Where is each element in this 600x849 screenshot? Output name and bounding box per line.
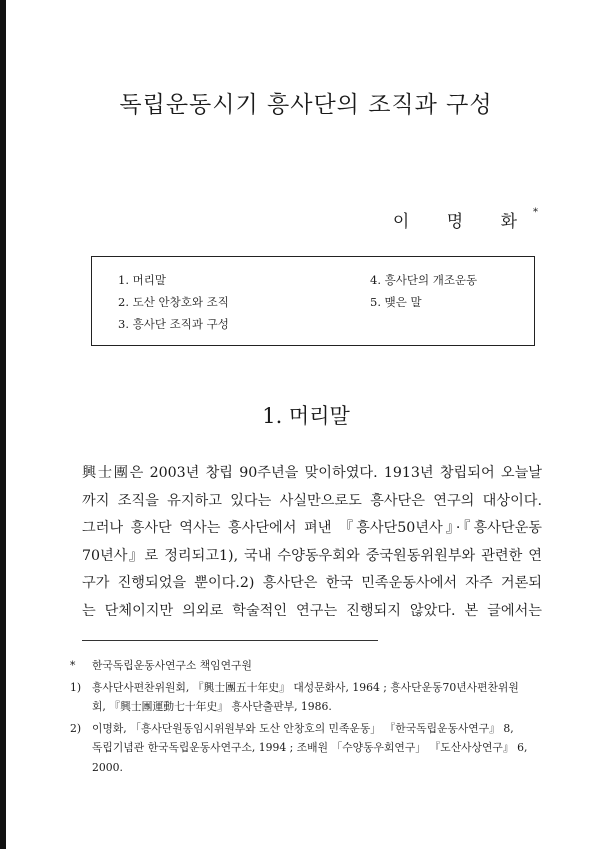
footnote-mark: 1) xyxy=(70,680,82,694)
section-heading: 1. 머리말 xyxy=(262,404,350,428)
body-line: 까지 조직을 유지하고 있다는 사실만으로도 흥사단은 연구의 대상이다. xyxy=(82,492,542,509)
body-text xyxy=(82,460,542,625)
toc-item: 2. 도산 안창호와 조직 xyxy=(118,295,229,309)
toc-item: 4. 흥사단의 개조운동 xyxy=(370,273,478,287)
body-line: 는 단체이지만 의외로 학술적인 연구는 진행되지 않았다. 본 글에서는 xyxy=(82,602,542,619)
author-line xyxy=(393,207,538,232)
footnote-line: 흥사단사편찬위원회, 『興士團五十年史』 대성문화사, 1964 ; 흥사단운동70년사편찬위원 xyxy=(92,680,519,694)
body-line: 구가 진행되었을 뿐이다.2) 흥사단은 한국 민족운동사에서 자주 거론되 xyxy=(82,575,542,591)
footnote-line: 2000. xyxy=(92,760,123,774)
footnote-mark: 2) xyxy=(70,721,82,735)
body-line: 興士團은 2003년 창립 90주년을 맞이하였다. 1913년 창립되어 오늘날 xyxy=(82,465,542,481)
body-line: 70년사』로 정리되고1), 국내 수양동우회와 중국원동위원부와 관련한 연 xyxy=(82,547,542,564)
footnote xyxy=(70,656,540,676)
footnote-mark: * xyxy=(70,659,76,672)
footnote-line: 한국독립운동사연구소 책임연구원 xyxy=(92,659,252,672)
table-of-contents xyxy=(91,256,535,346)
footnote-line: 독립기념관 한국독립운동사연구소, 1994 ; 조배원 「수양동우회연구」 『도산사상연구』 6, xyxy=(92,741,528,754)
footnote-divider xyxy=(82,640,378,641)
toc-item: 5. 맺은 말 xyxy=(370,295,422,309)
footnote xyxy=(70,719,540,778)
toc-left-column xyxy=(118,269,229,335)
author-footnote-mark: * xyxy=(533,207,538,218)
body-line: 그러나 흥사단 역사는 흥사단에서 펴낸 『흥사단50년사』·『흥사단운동 xyxy=(82,520,542,536)
footnote-line: 회, 『興士團運動七十年史』 흥사단출판부, 1986. xyxy=(92,700,332,713)
toc-item: 3. 흥사단 조직과 구성 xyxy=(118,317,229,331)
paper-title: 독립운동시기 흥사단의 조직과 구성 xyxy=(119,92,493,118)
toc-item: 1. 머리말 xyxy=(118,273,166,287)
footnote xyxy=(70,678,540,717)
toc-right-column xyxy=(370,269,477,313)
author-name: 이 명 화 xyxy=(392,212,533,232)
footnotes xyxy=(70,656,540,779)
footnote-line: 이명화, 「흥사단원동임시위원부와 도산 안창호의 민족운동」 『한국독립운동사연구』 8, xyxy=(92,721,514,735)
